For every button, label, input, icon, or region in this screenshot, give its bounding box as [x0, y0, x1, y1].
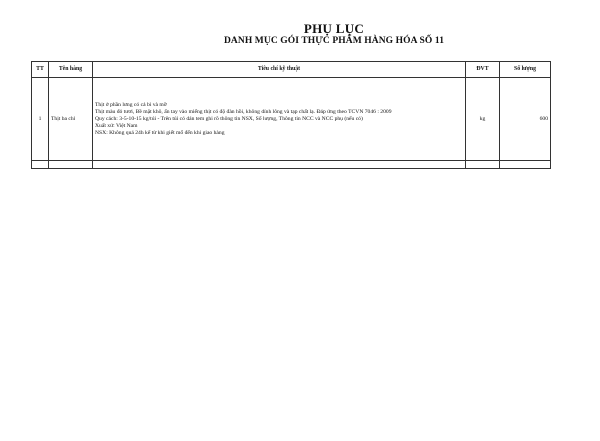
table-header-row: [32, 62, 551, 78]
table-row: [32, 78, 551, 161]
header-name: Tên hàng: [49, 62, 93, 78]
header-spec: Tiêu chí kỹ thuật: [93, 62, 466, 78]
spec-line: Quy cách: 3-5-10-15 kg/túi - Trên túi có dán tem ghi rõ thông tin NSX, Số lượng, Thông tin NCC và NCC phụ (nếu có): [95, 115, 363, 122]
empty-cell: [32, 161, 49, 169]
cell-tt: 1: [32, 78, 49, 161]
header-unit: ĐVT: [466, 62, 500, 78]
spec-line: Thịt màu đỏ tươi, Bề mặt khô, ấn tay vào miếng thịt có độ đàn hồi, không dính lông và tạp chất lạ. Đáp ứng theo TCVN 7046 : 2009: [95, 108, 392, 115]
table-row-empty: [32, 161, 551, 169]
header-tt: TT: [32, 62, 49, 78]
spec-line: Xuất xứ: Việt Nam: [95, 122, 138, 129]
document-subtitle: DANH MỤC GÓI THỰC PHẨM HÀNG HÓA SỐ 11: [223, 36, 445, 46]
empty-cell: [466, 161, 500, 169]
document-title: PHỤ LỤC: [303, 21, 365, 36]
empty-cell: [49, 161, 93, 169]
cell-name: Thịt ba chỉ: [49, 78, 93, 161]
header-qty: Số lượng: [500, 62, 551, 78]
spec-line: Thịt ở phần lưng có cả bì và mỡ: [95, 101, 167, 108]
empty-cell: [500, 161, 551, 169]
cell-spec: [93, 78, 466, 161]
empty-cell: [93, 161, 466, 169]
cell-unit: kg: [466, 78, 500, 161]
goods-table: [31, 61, 551, 169]
cell-qty: 600: [500, 78, 551, 161]
spec-line: NSX: Không quá 24h kể từ khi giết mổ đến khi giao hàng: [95, 129, 225, 136]
